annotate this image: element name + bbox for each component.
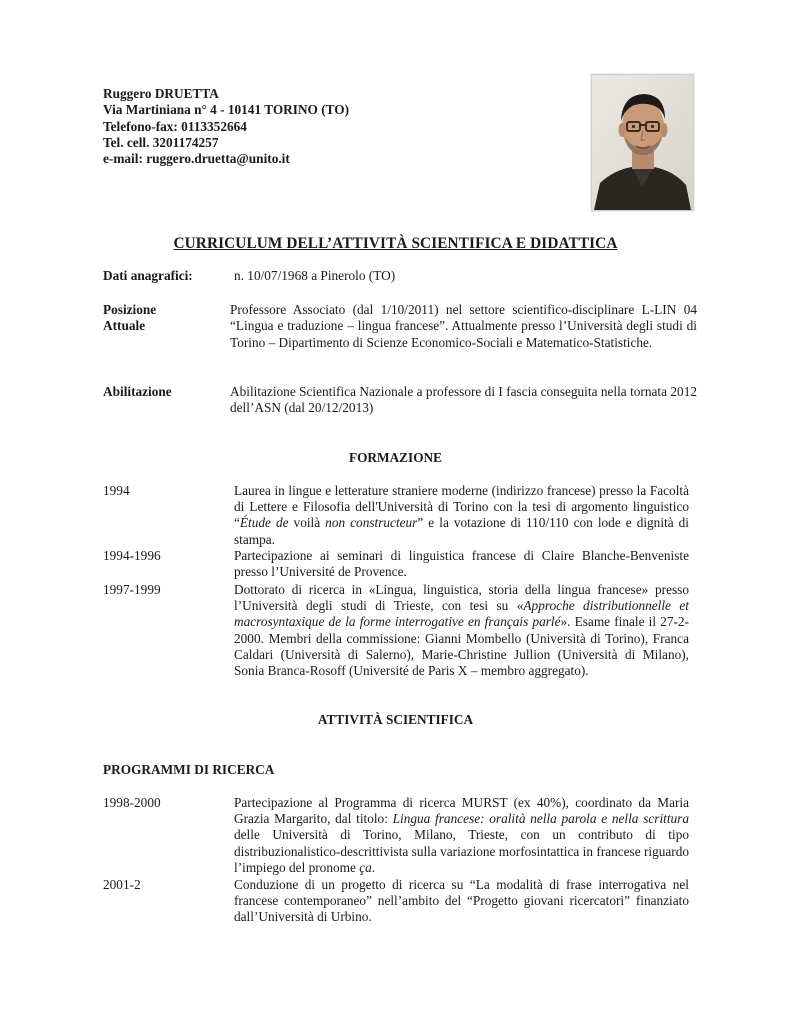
formazione-entry [103, 548, 689, 580]
entry-italic-title: Lingua francese: oralità nella parola e nella scrittura [392, 811, 689, 827]
formazione-entry [103, 582, 689, 679]
programmi-entry [103, 877, 689, 926]
posizione-label: Posizione Attuale [103, 302, 157, 334]
entry-italic-title: Étude de [239, 515, 289, 531]
abilitazione-label: Abilitazione [103, 384, 172, 399]
contact-phone-fax: Telefono-fax: 0113352664 [103, 118, 247, 134]
contact-address: Via Martiniana n° 4 - 10141 TORINO (TO) [103, 102, 350, 118]
entry-year: 1994 [103, 483, 130, 498]
portrait-illustration [592, 75, 693, 210]
portrait-photo [591, 74, 694, 211]
formazione-heading: FORMAZIONE [348, 450, 443, 465]
contact-mobile: Tel. cell. 3201174257 [103, 134, 219, 150]
entry-text: Dottorato di ricerca in «Lingua, linguistica, storia della lingua francese» presso l’Università degli studi di Trieste, con tesi su « [234, 582, 689, 614]
entry-text: voilà [288, 515, 326, 531]
formazione-entry [103, 483, 689, 548]
entry-italic-title: non constructeur [325, 515, 418, 531]
abilitazione-row [103, 384, 697, 417]
dati-anagrafici-label: Dati anagrafici: [103, 268, 193, 283]
posizione-value: Professore Associato (dal 1/10/2011) nel settore scientifico-disciplinare L-LIN 04 “Lingua e traduzione – lingua francese”. Attualmente presso l’Università degli studi di Torino – Dipartimento di Scienze Economico-Sociali e Matematico-Statistiche. [230, 302, 697, 350]
entry-text: Partecipazione al Programma di ricerca MURST (ex 40%), coordinato da Maria Grazia Margarito, dal titolo: [234, 795, 689, 827]
entry-year: 2001-2 [103, 877, 141, 892]
entry-text: ». Esame finale il 27-2-2000. Membri della commissione: Gianni Mombello (Università di Torino), Franca Caldari (Università di Salerno), Marie-Christine Jullion (Università di Milano), Sonia Branca-Rosoff (Université de Paris X – membro aggregato). [234, 614, 690, 679]
entry-description [234, 795, 689, 876]
entry-text: ” e la votazione di 110/110 con lode e dignità di stampa. [234, 515, 689, 547]
programmi-entry [103, 795, 689, 876]
posizione-row [103, 302, 697, 351]
entry-text: . [371, 859, 376, 875]
document-title: CURRICULUM DELL’ATTIVITÀ SCIENTIFICA E DIDATTICA [173, 235, 618, 252]
entry-description [234, 483, 689, 548]
entry-year: 1998-2000 [103, 795, 161, 810]
entry-text: delle Università di Torino, Milano, Trieste, con un contributo di tipo distribuzionalistico-descrittivista sulla variazione morfosintattica in francese riguardo l’impiego del pronome [234, 827, 689, 875]
contact-name: Ruggero DRUETTA [103, 86, 219, 101]
entry-year: 1997-1999 [103, 582, 161, 597]
entry-italic-title: Approche distributionnelle et macrosyntaxique de la forme interrogative en français parlé [234, 598, 689, 630]
abilitazione-value: Abilitazione Scientifica Nazionale a professore di I fascia conseguita nella tornata 2012 dell’ASN (dal 20/12/2013) [230, 384, 697, 416]
dati-anagrafici-value: n. 10/07/1968 a Pinerolo (TO) [234, 268, 396, 283]
contact-email: e-mail: ruggero.druetta@unito.it [103, 151, 290, 167]
entry-description [234, 582, 689, 679]
entry-italic-title: ça [359, 859, 372, 875]
attivita-heading: ATTIVITÀ SCIENTIFICA [317, 712, 474, 727]
contact-block [103, 86, 349, 167]
entry-description: Conduzione di un progetto di ricerca su “La modalità di frase interrogativa nel francese contemporaneo” nell’ambito del “Progetto giovani ricercatori” finanziato dall’Università di Urbino. [234, 877, 689, 925]
programmi-heading: PROGRAMMI DI RICERCA [103, 762, 275, 777]
entry-description: Partecipazione ai seminari di linguistica francese di Claire Blanche-Benveniste presso l’Université de Provence. [234, 548, 689, 580]
entry-year: 1994-1996 [103, 548, 161, 563]
entry-text: Laurea in lingue e letterature straniere moderne (indirizzo francese) presso la Facoltà di Lettere e Filosofia dell'Università di Torino con la tesi di argomento linguistico “ [234, 483, 689, 531]
dati-anagrafici-row [103, 268, 697, 284]
